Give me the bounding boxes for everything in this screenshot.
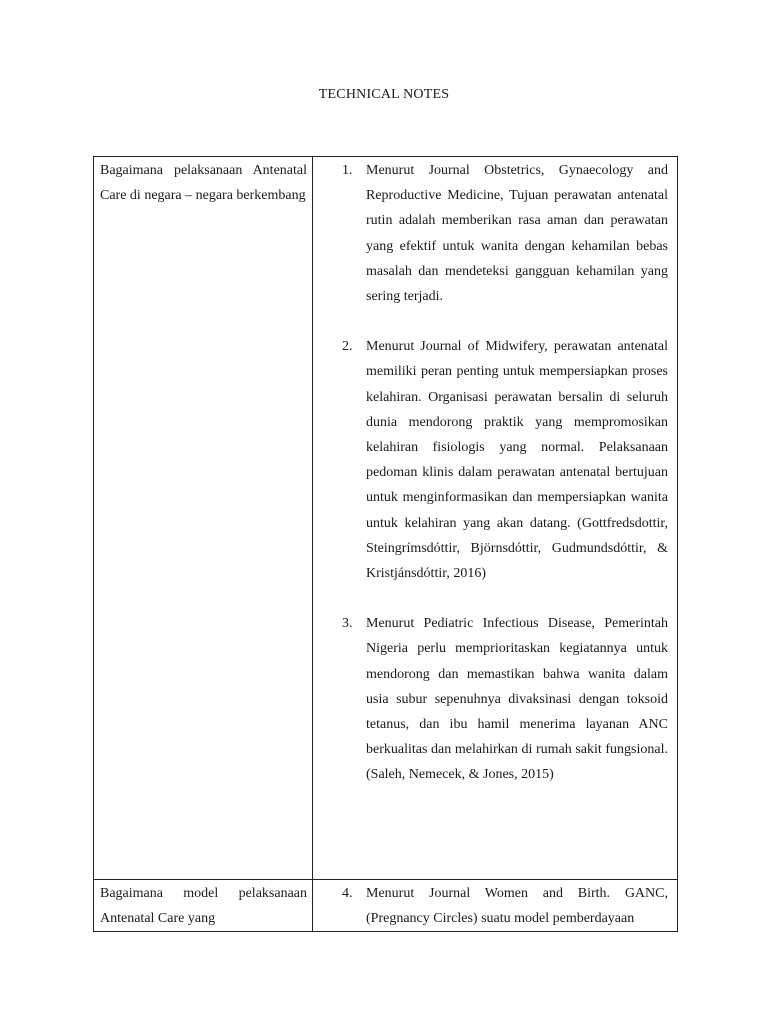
answer-item — [313, 881, 668, 931]
technical-notes-table — [93, 156, 678, 932]
answer-number: 2. — [342, 339, 353, 355]
answer-text: Menurut Pediatric Infectious Disease, Pemerintah Nigeria perlu memprioritaskan kegiatannya untuk mendorong dan memastikan bahwa wanita dalam usia subur sepenuhnya divaksinasi dengan toksoid tetanus, dan ibu hamil menerima layanan ANC berkualitas dan melahirkan di rumah sakit fungsional. (Saleh, Nemecek, & Jones, 2015) — [366, 616, 668, 783]
answer-cell — [313, 157, 678, 880]
answer-item — [313, 611, 668, 787]
answer-number: 4. — [342, 886, 353, 901]
answer-text: Menurut Journal Women and Birth. GANC, (Pregnancy Circles) suatu model pemberdayaan — [366, 886, 668, 927]
answer-text: Menurut Journal of Midwifery, perawatan antenatal memiliki peran penting untuk mempersiapkan proses kelahiran. Organisasi perawatan bersalin di seluruh dunia mendorong praktik yang mempromosikan kelahiran fisiologis yang normal. Pelaksanaan pedoman klinis dalam perawatan antenatal bertujuan untuk menginformasikan dan mempersiapkan wanita untuk kelahiran yang akan datang. (Gottfredsdottir, Steingrímsdóttir, Björnsdóttir, Gudmundsdóttir, & Kristjánsdóttir, 2016) — [366, 339, 668, 582]
table-row — [94, 880, 678, 932]
answer-cell — [313, 880, 678, 932]
answer-list — [313, 157, 677, 788]
table-row — [94, 157, 678, 880]
answer-text: Menurut Journal Obstetrics, Gynaecology and Reproductive Medicine, Tujuan perawatan antenatal rutin adalah memberikan rasa aman dan perawatan yang efektif untuk wanita dengan kehamilan bebas masalah dan mendeteksi gangguan kehamilan yang sering terjadi. — [366, 163, 668, 305]
answer-item — [313, 334, 668, 586]
question-text: Bagaimana pelaksanaan Antenatal Care di negara – negara berkembang — [100, 163, 307, 204]
question-text: Bagaimana model pelaksanaan Antenatal Care yang — [100, 886, 307, 927]
question-cell — [94, 880, 313, 932]
answer-number: 3. — [342, 616, 353, 632]
page-title: TECHNICAL NOTES — [318, 87, 450, 102]
answer-number: 1. — [342, 163, 353, 178]
answer-list — [313, 880, 677, 931]
question-cell — [94, 157, 313, 880]
answer-item — [313, 158, 668, 309]
